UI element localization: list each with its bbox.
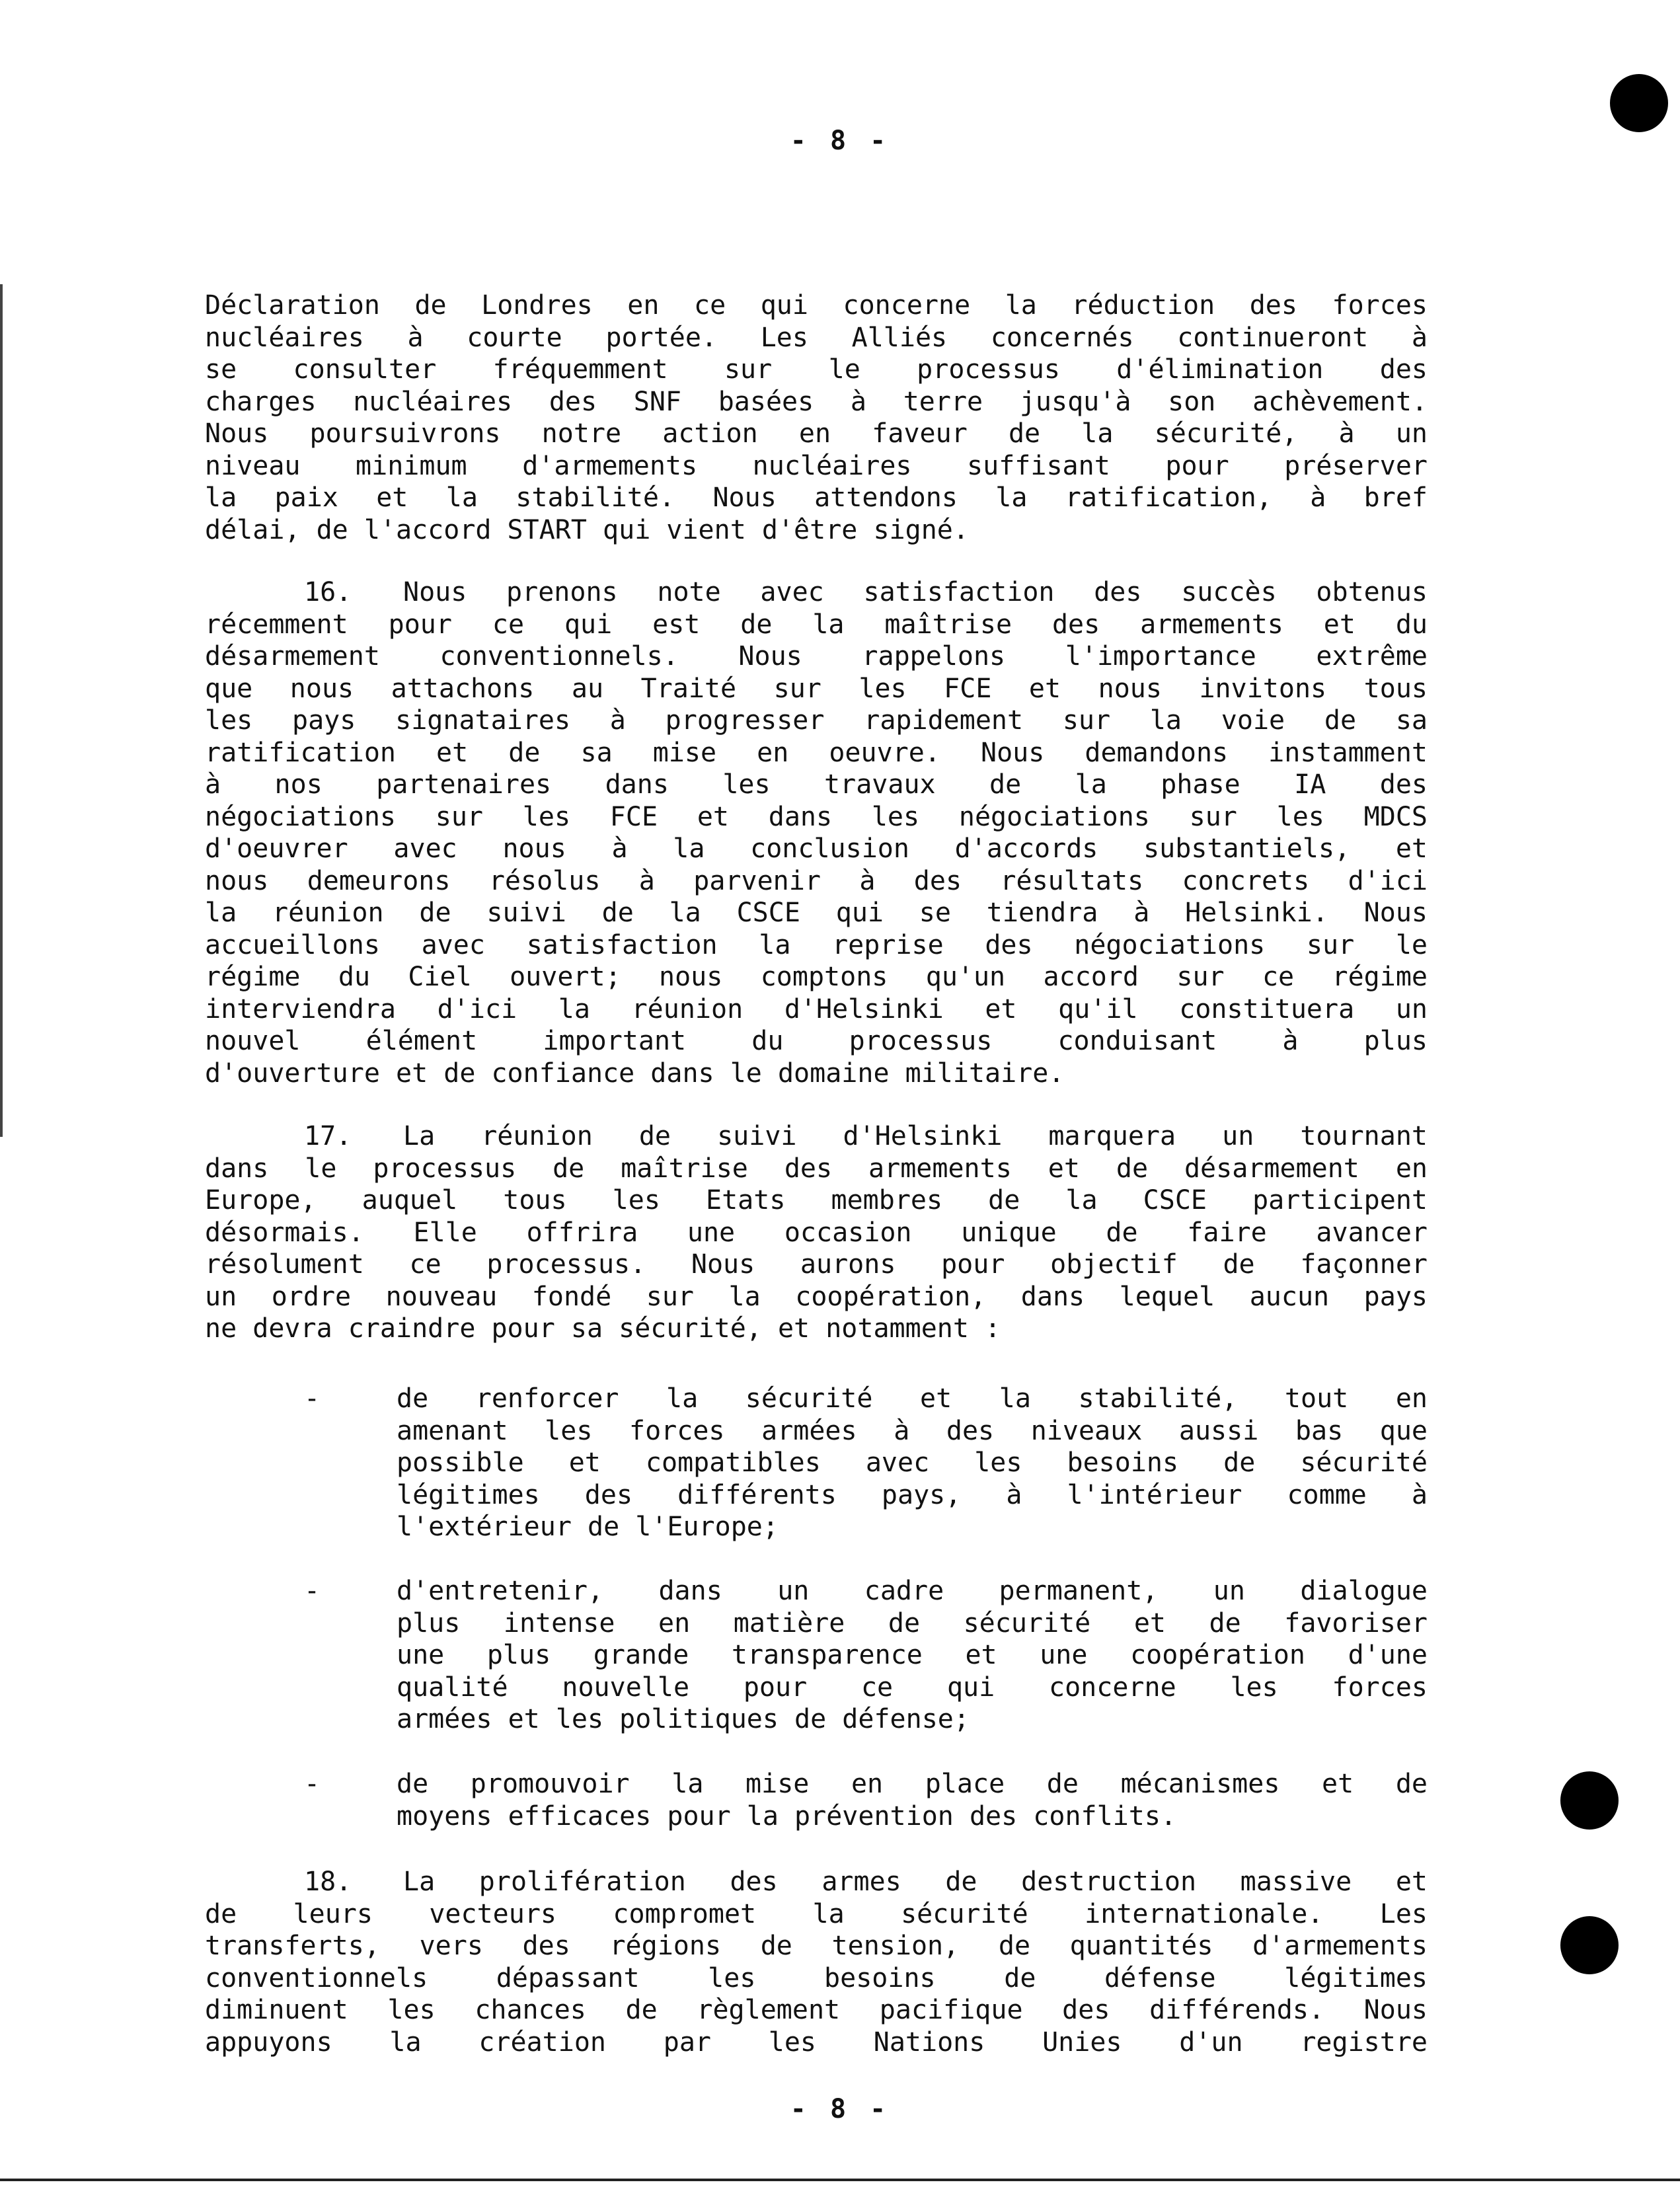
text-line: Déclaration de Londres en ce qui concerne la réduction des forces bbox=[205, 290, 1428, 321]
page-number-bottom: - 8 - bbox=[790, 2094, 890, 2124]
text-line: nouvel élément important du processus conduisant à plus bbox=[205, 1026, 1428, 1056]
text-line: ratification et de sa mise en oeuvre. Nous demandons instamment bbox=[205, 737, 1428, 768]
bottom-rule bbox=[0, 2179, 1680, 2181]
text-line: de promouvoir la mise en place de mécanismes et de bbox=[397, 1769, 1428, 1799]
paragraph-number: 18. bbox=[304, 1867, 352, 1897]
punch-hole-middle bbox=[1560, 1771, 1619, 1830]
text-line: d'ouverture et de confiance dans le domaine militaire. bbox=[205, 1058, 1065, 1089]
paragraph-first-line bbox=[205, 576, 1428, 609]
text-line: moyens efficaces pour la prévention des conflits. bbox=[397, 1800, 1177, 1832]
paragraph-16 bbox=[205, 576, 1428, 1089]
text-line: Europe, auquel tous les Etats membres de la CSCE participent bbox=[205, 1185, 1428, 1216]
text-line: que nous attachons au Traité sur les FCE et nous invitons tous bbox=[205, 673, 1428, 704]
text-line: Nous poursuivrons notre action en faveur de la sécurité, à un bbox=[205, 418, 1428, 449]
paragraph-17 bbox=[205, 1120, 1428, 1345]
punch-hole-bottom bbox=[1560, 1916, 1619, 1974]
text-line: ne devra craindre pour sa sécurité, et notamment : bbox=[205, 1313, 1001, 1344]
text-line: nucléaires à courte portée. Les Alliés concernés continueront à bbox=[205, 322, 1428, 353]
text-line: amenant les forces armées à des niveaux aussi bas que bbox=[397, 1415, 1428, 1446]
paragraph-number: 16. bbox=[304, 577, 352, 607]
intro-paragraph bbox=[205, 290, 1428, 546]
text-line: se consulter fréquemment sur le processus d'élimination des bbox=[205, 354, 1428, 385]
bullet-text bbox=[397, 1383, 1428, 1543]
paragraph-18 bbox=[205, 1866, 1428, 2058]
text-line: la réunion de suivi de la CSCE qui se tiendra à Helsinki. Nous bbox=[205, 898, 1428, 928]
text-line: désormais. Elle offrira une occasion unique de faire avancer bbox=[205, 1217, 1428, 1248]
text-line: délai, de l'accord START qui vient d'être signé. bbox=[205, 514, 969, 545]
text-line: une plus grande transparence et une coopération d'une bbox=[397, 1640, 1428, 1670]
text-line: qualité nouvelle pour ce qui concerne les forces bbox=[397, 1672, 1428, 1703]
bullet-dash: - bbox=[304, 1383, 321, 1414]
page-number-top: - 8 - bbox=[790, 126, 890, 156]
text-line: appuyons la création par les Nations Unies d'un registre bbox=[205, 2027, 1428, 2058]
text-line: régime du Ciel ouvert; nous comptons qu'un accord sur ce régime bbox=[205, 962, 1428, 992]
text-line: La prolifération des armes de destruction massive et bbox=[403, 1867, 1428, 1897]
text-line: interviendra d'ici la réunion d'Helsinki et qu'il constituera un bbox=[205, 993, 1428, 1024]
text-line: à nos partenaires dans les travaux de la phase IA des bbox=[205, 769, 1428, 800]
text-line: résolument ce processus. Nous aurons pour objectif de façonner bbox=[205, 1249, 1428, 1280]
text-line: un ordre nouveau fondé sur la coopération, dans lequel aucun pays bbox=[205, 1281, 1428, 1312]
text-line: diminuent les chances de règlement pacifique des différends. Nous bbox=[205, 1995, 1428, 2025]
text-line: légitimes des différents pays, à l'intérieur comme à bbox=[397, 1479, 1428, 1510]
text-line: de leurs vecteurs compromet la sécurité internationale. Les bbox=[205, 1898, 1428, 1929]
text-line: Nous prenons note avec satisfaction des succès obtenus bbox=[403, 577, 1428, 607]
text-line: de renforcer la sécurité et la stabilité, tout en bbox=[397, 1383, 1428, 1414]
punch-hole-top bbox=[1610, 74, 1668, 132]
bullet-text bbox=[397, 1575, 1428, 1736]
text-line: plus intense en matière de sécurité et de favoriser bbox=[397, 1607, 1428, 1639]
bullet-dash: - bbox=[304, 1769, 321, 1799]
text-line: niveau minimum d'armements nucléaires suffisant pour préserver bbox=[205, 450, 1428, 481]
text-line: accueillons avec satisfaction la reprise des négociations sur le bbox=[205, 929, 1428, 960]
text-line: transferts, vers des régions de tension, de quantités d'armements bbox=[205, 1931, 1428, 1961]
text-line: La réunion de suivi d'Helsinki marquera un tournant bbox=[403, 1121, 1428, 1151]
text-line: les pays signataires à progresser rapidement sur la voie de sa bbox=[205, 705, 1428, 736]
text-line: nous demeurons résolus à parvenir à des résultats concrets d'ici bbox=[205, 865, 1428, 896]
bullet-text bbox=[397, 1768, 1428, 1832]
text-line: d'oeuvrer avec nous à la conclusion d'accords substantiels, et bbox=[205, 833, 1428, 864]
scan-left-edge bbox=[0, 284, 3, 1137]
bullet-dash: - bbox=[304, 1576, 321, 1606]
text-line: désarmement conventionnels. Nous rappelons l'importance extrême bbox=[205, 641, 1428, 672]
text-line: récemment pour ce qui est de la maîtrise des armements et du bbox=[205, 609, 1428, 640]
text-line: dans le processus de maîtrise des armements et de désarmement en bbox=[205, 1153, 1428, 1184]
text-line: armées et les politiques de défense; bbox=[397, 1704, 970, 1734]
paragraph-number: 17. bbox=[304, 1121, 352, 1151]
text-line: négociations sur les FCE et dans les négociations sur les MDCS bbox=[205, 801, 1428, 832]
paragraph-first-line bbox=[205, 1866, 1428, 1898]
text-line: conventionnels dépassant les besoins de défense légitimes bbox=[205, 1962, 1428, 1993]
paragraph-first-line bbox=[205, 1120, 1428, 1153]
text-line: charges nucléaires des SNF basées à terre jusqu'à son achèvement. bbox=[205, 386, 1428, 417]
text-line: l'extérieur de l'Europe; bbox=[397, 1512, 779, 1542]
text-line: possible et compatibles avec les besoins de sécurité bbox=[397, 1448, 1428, 1478]
text-line: d'entretenir, dans un cadre permanent, un dialogue bbox=[397, 1576, 1428, 1606]
text-line: la paix et la stabilité. Nous attendons la ratification, à bref bbox=[205, 483, 1428, 513]
